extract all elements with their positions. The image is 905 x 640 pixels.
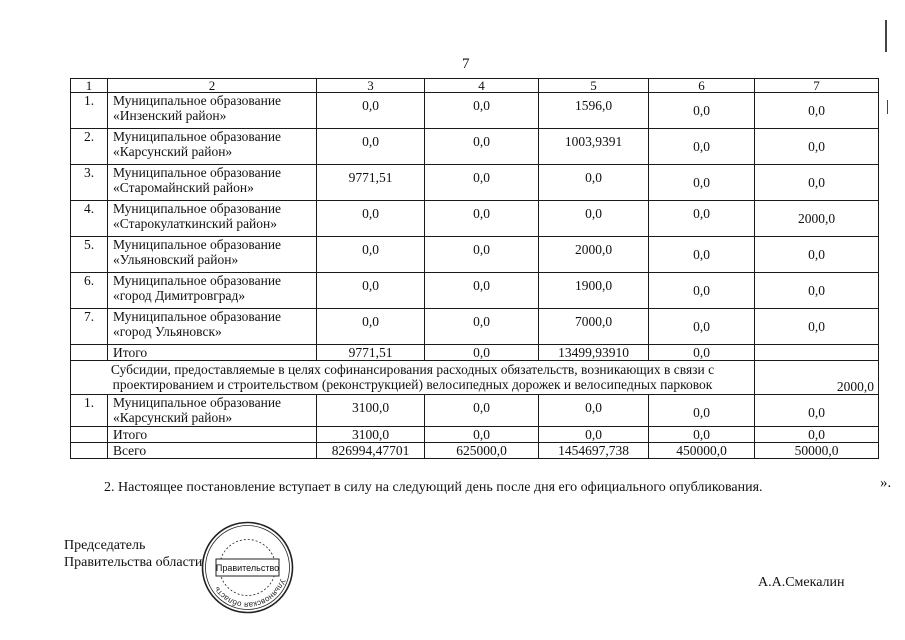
value-col5: 0,0 — [539, 165, 649, 201]
table-row — [71, 273, 879, 309]
value-col7: 0,0 — [755, 129, 879, 165]
value-col3: 0,0 — [317, 201, 425, 237]
empty-cell — [755, 345, 879, 361]
value-col7: 2000,0 — [755, 201, 879, 237]
municipality-name: Муниципальное образование «город Димитровград» — [108, 273, 317, 309]
municipality-name: Муниципальное образование «город Ульяновск» — [108, 309, 317, 345]
subsidy-table — [70, 78, 879, 459]
municipality-name: Муниципальное образование «Инзенский район» — [108, 93, 317, 129]
total-row — [71, 345, 879, 361]
header-cell: 7 — [755, 79, 879, 93]
row-number: 4. — [71, 201, 108, 237]
header-cell: 2 — [108, 79, 317, 93]
value-col6: 0,0 — [649, 309, 755, 345]
row-number: 6. — [71, 273, 108, 309]
seal-ring-text: Ульяновская область — [212, 577, 288, 610]
total-col3: 3100,0 — [317, 427, 425, 443]
section-title: Субсидии, предоставляемые в целях софинансирования расходных обязательств, возникающих в связи с проектированием и строительством (реконструкцией) велосипедных дорожек и велосипедных парковок — [71, 361, 755, 395]
total-col6: 0,0 — [649, 427, 755, 443]
total-col7: 0,0 — [755, 427, 879, 443]
seal-center-text: Правительство — [215, 563, 280, 573]
grand-total-col6: 450000,0 — [649, 443, 755, 459]
value-col4: 0,0 — [425, 129, 539, 165]
table-header-row — [71, 79, 879, 93]
row-number: 3. — [71, 165, 108, 201]
empty-cell — [71, 443, 108, 459]
value-col6: 0,0 — [649, 165, 755, 201]
total-label: Итого — [108, 427, 317, 443]
grand-total-row — [71, 443, 879, 459]
total-col3: 9771,51 — [317, 345, 425, 361]
value-col3: 9771,51 — [317, 165, 425, 201]
total-label: Итого — [108, 345, 317, 361]
municipality-name: Муниципальное образование «Старокулаткинский район» — [108, 201, 317, 237]
grand-total-label: Всего — [108, 443, 317, 459]
signer-title — [64, 537, 202, 571]
value-col7: 0,0 — [755, 273, 879, 309]
value-col3: 0,0 — [317, 273, 425, 309]
row-number: 2. — [71, 129, 108, 165]
signer-title-line1: Председатель — [64, 538, 146, 553]
scan-edge-mark — [885, 20, 887, 52]
section-right-value: 2000,0 — [755, 361, 879, 395]
value-col4: 0,0 — [425, 309, 539, 345]
value-col4: 0,0 — [425, 273, 539, 309]
table-row — [71, 309, 879, 345]
value-col7: 0,0 — [755, 165, 879, 201]
value-col5: 1596,0 — [539, 93, 649, 129]
value-col3: 0,0 — [317, 309, 425, 345]
table-row — [71, 395, 879, 427]
value-col3: 0,0 — [317, 93, 425, 129]
grand-total-col5: 1454697,738 — [539, 443, 649, 459]
total-col4: 0,0 — [425, 427, 539, 443]
total-col6: 0,0 — [649, 345, 755, 361]
total-row — [71, 427, 879, 443]
value-col7: 0,0 — [755, 93, 879, 129]
value-col4: 0,0 — [425, 237, 539, 273]
value-col6: 0,0 — [649, 201, 755, 237]
row-number: 7. — [71, 309, 108, 345]
official-seal — [200, 520, 295, 615]
header-cell: 6 — [649, 79, 755, 93]
total-col4: 0,0 — [425, 345, 539, 361]
row-number: 1. — [71, 395, 108, 427]
signer-title-line2: Правительства области — [64, 555, 203, 570]
grand-total-col7: 50000,0 — [755, 443, 879, 459]
table-row — [71, 129, 879, 165]
value-col5: 2000,0 — [539, 237, 649, 273]
value-col3: 0,0 — [317, 129, 425, 165]
value-col4: 0,0 — [425, 395, 539, 427]
empty-cell — [71, 345, 108, 361]
header-cell: 5 — [539, 79, 649, 93]
row-number: 5. — [71, 237, 108, 273]
header-cell: 3 — [317, 79, 425, 93]
value-col7: 0,0 — [755, 237, 879, 273]
value-col3: 3100,0 — [317, 395, 425, 427]
value-col5: 0,0 — [539, 201, 649, 237]
value-col4: 0,0 — [425, 201, 539, 237]
value-col4: 0,0 — [425, 165, 539, 201]
signer-name: А.А.Смекалин — [758, 575, 845, 590]
value-col7: 0,0 — [755, 395, 879, 427]
value-col5: 1003,9391 — [539, 129, 649, 165]
page-number: 7 — [462, 56, 470, 72]
value-col6: 0,0 — [649, 273, 755, 309]
value-col7: 0,0 — [755, 309, 879, 345]
grand-total-col4: 625000,0 — [425, 443, 539, 459]
total-col5: 0,0 — [539, 427, 649, 443]
value-col6: 0,0 — [649, 93, 755, 129]
row-number: 1. — [71, 93, 108, 129]
municipality-name: Муниципальное образование «Карсунский район» — [108, 395, 317, 427]
total-col5: 13499,93910 — [539, 345, 649, 361]
municipality-name: Муниципальное образование «Карсунский район» — [108, 129, 317, 165]
closing-quote: ». — [880, 475, 892, 491]
value-col5: 7000,0 — [539, 309, 649, 345]
value-col6: 0,0 — [649, 237, 755, 273]
table-row — [71, 93, 879, 129]
effective-date-paragraph: 2. Настоящее постановление вступает в силу на следующий день после дня его официального опубликования. — [104, 480, 763, 495]
scan-edge-mark — [887, 100, 888, 114]
value-col4: 0,0 — [425, 93, 539, 129]
value-col6: 0,0 — [649, 395, 755, 427]
municipality-name: Муниципальное образование «Ульяновский район» — [108, 237, 317, 273]
header-cell: 4 — [425, 79, 539, 93]
header-cell: 1 — [71, 79, 108, 93]
value-col3: 0,0 — [317, 237, 425, 273]
section-heading-row — [71, 361, 879, 395]
value-col6: 0,0 — [649, 129, 755, 165]
table-row — [71, 165, 879, 201]
empty-cell — [71, 427, 108, 443]
table-row — [71, 201, 879, 237]
value-col5: 1900,0 — [539, 273, 649, 309]
table-row — [71, 237, 879, 273]
grand-total-col3: 826994,47701 — [317, 443, 425, 459]
municipality-name: Муниципальное образование «Старомайнский район» — [108, 165, 317, 201]
value-col5: 0,0 — [539, 395, 649, 427]
seal-stamp — [200, 520, 295, 615]
